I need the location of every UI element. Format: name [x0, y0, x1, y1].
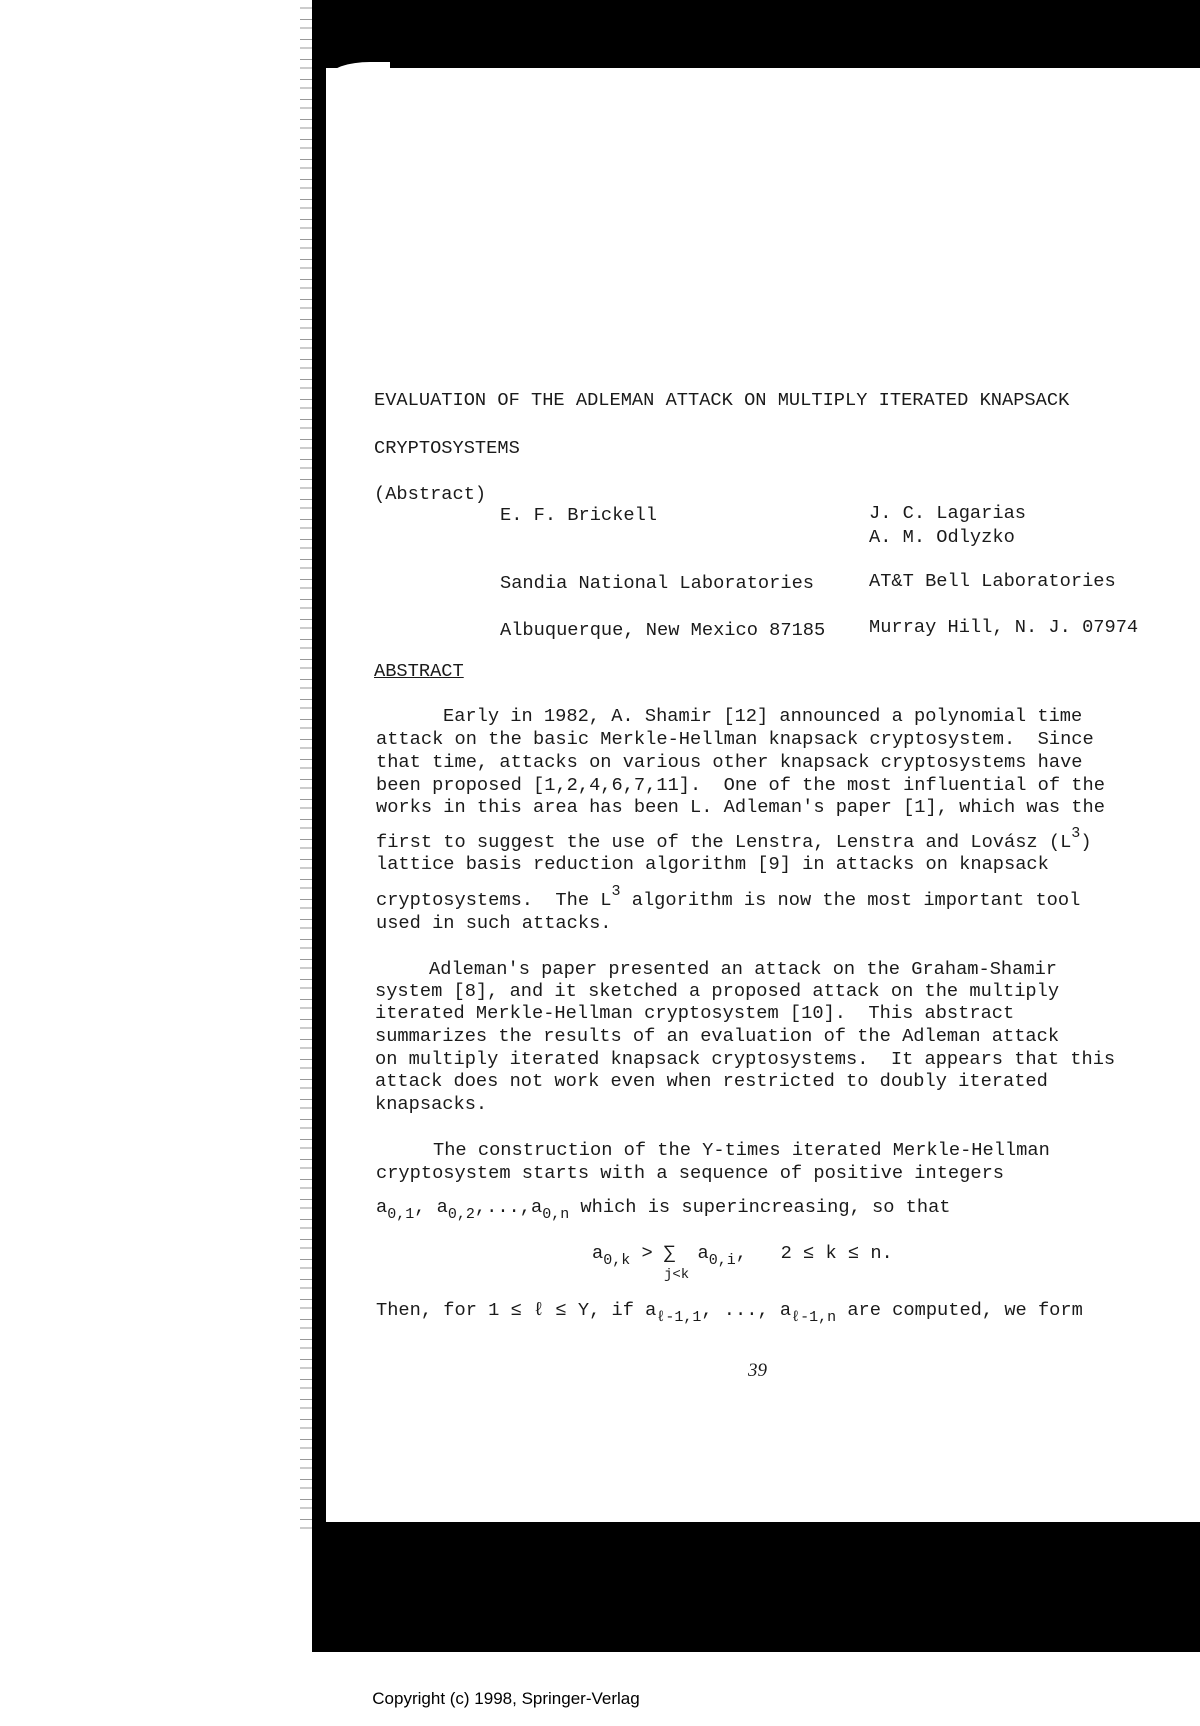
paragraph-line: that time, attacks on various other knapsack cryptosystems have — [376, 751, 1083, 773]
section-heading: ABSTRACT — [374, 660, 464, 682]
text: , 2 ≤ k ≤ n. — [735, 1242, 893, 1264]
paragraph-line: Early in 1982, A. Shamir [12] announced a polynomial time — [443, 705, 1083, 727]
paragraph-line: system [8], and it sketched a proposed attack on the multiply — [375, 980, 1060, 1002]
text: , a — [414, 1196, 448, 1218]
text: cryptosystems. The L — [376, 889, 612, 911]
text: a — [376, 1196, 388, 1218]
text: are computed, we form — [836, 1299, 1083, 1321]
superscript: 3 — [1071, 825, 1081, 842]
subscript: ℓ-1,1 — [656, 1309, 702, 1326]
paragraph-line: works in this area has been L. Adleman's paper [1], which was the — [376, 796, 1105, 818]
subscript: 0,i — [708, 1252, 736, 1269]
author-name: E. F. Brickell — [500, 504, 658, 526]
scan-edge — [300, 0, 312, 1530]
text: > ∑ — [630, 1242, 687, 1264]
subscript: 0,k — [603, 1252, 631, 1269]
text: , ..., a — [701, 1299, 792, 1321]
paragraph-line: been proposed [1,2,4,6,7,11]. One of the most influential of the — [376, 774, 1105, 796]
paragraph-line — [376, 883, 1081, 913]
paragraph-line: attack on the basic Merkle-Hellman knapsack cryptosystem. Since — [376, 728, 1094, 750]
paragraph-line: on multiply iterated knapsack cryptosystems. It appears that this — [375, 1048, 1116, 1070]
paper-title-line-2: CRYPTOSYSTEMS — [374, 437, 520, 459]
author-address: Murray Hill, N. J. 07974 — [869, 616, 1139, 638]
superincreasing-formula — [592, 1242, 893, 1269]
subscript: 0,n — [542, 1206, 570, 1223]
scan-border-top — [318, 0, 1200, 68]
text: ,...,a — [474, 1196, 543, 1218]
paragraph-line: The construction of the Y-times iterated Merkle-Hellman — [433, 1139, 1050, 1161]
paragraph-line: summarizes the results of an evaluation of the Adleman attack — [375, 1025, 1060, 1047]
author-affiliation: AT&T Bell Laboratories — [869, 570, 1116, 592]
paper-subtitle: (Abstract) — [374, 483, 487, 505]
text: ) — [1080, 831, 1092, 853]
paragraph-line: lattice basis reduction algorithm [9] in attacks on knapsack — [376, 853, 1049, 875]
paragraph-line — [376, 825, 1092, 855]
paragraph-line — [376, 1299, 1083, 1326]
copyright-notice: Copyright (c) 1998, Springer-Verlag — [372, 1689, 640, 1708]
subscript: ℓ-1,n — [791, 1309, 837, 1326]
scan-border-bottom — [312, 1522, 1200, 1652]
sum-index: j<k — [664, 1267, 690, 1283]
sequence-line — [376, 1196, 951, 1223]
author-address: Albuquerque, New Mexico 87185 — [500, 619, 826, 641]
subscript: 0,1 — [387, 1206, 415, 1223]
author-affiliation: Sandia National Laboratories — [500, 572, 815, 594]
page-corner — [330, 62, 390, 102]
subscript: 0,2 — [447, 1206, 475, 1223]
superscript: 3 — [611, 883, 621, 900]
text: algorithm is now the most important tool — [620, 889, 1081, 911]
text: a — [686, 1242, 709, 1264]
paragraph-line: knapsacks. — [375, 1093, 488, 1115]
text: which is superincreasing, so that — [569, 1196, 951, 1218]
text: first to suggest the use of the Lenstra, Lenstra and Lovász (L — [376, 831, 1072, 853]
paragraph-line: attack does not work even when restricted to doubly iterated — [375, 1070, 1048, 1092]
author-name: J. C. Lagarias — [869, 502, 1027, 524]
paper-title-line-1: EVALUATION OF THE ADLEMAN ATTACK ON MULTIPLY ITERATED KNAPSACK — [374, 389, 1070, 411]
paragraph-line: cryptosystem starts with a sequence of positive integers — [376, 1162, 1005, 1184]
paragraph-line: Adleman's paper presented an attack on the Graham-Shamir — [429, 958, 1058, 980]
author-name: A. M. Odlyzko — [869, 526, 1015, 548]
page-number: 39 — [748, 1360, 767, 1381]
paragraph-line: iterated Merkle-Hellman cryptosystem [10]. This abstract — [375, 1002, 1015, 1024]
text: Then, for 1 ≤ ℓ ≤ Y, if a — [376, 1299, 657, 1321]
paragraph-line: used in such attacks. — [376, 912, 612, 934]
text: a — [592, 1242, 604, 1264]
scan-border-left — [312, 0, 326, 1530]
